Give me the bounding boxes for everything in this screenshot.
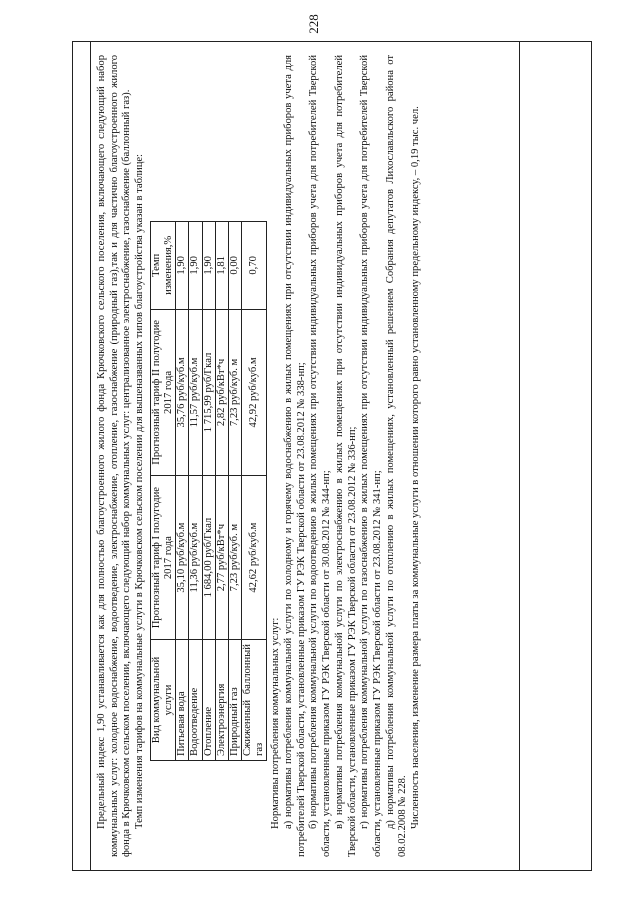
change-rate: 0,70	[242, 222, 267, 310]
rotated-document-content	[72, 41, 592, 871]
tariff-h2: 11,57 руб/куб.м	[189, 309, 202, 476]
service-name: Электроэнергия	[215, 640, 228, 761]
service-name: Сжиженный баллонный газ	[242, 640, 267, 761]
tariff-table	[150, 221, 268, 761]
tariff-h2: 1 715,99 руб/Гкал	[202, 309, 215, 476]
change-rate: 0,00	[228, 222, 241, 310]
service-name: Питьевая вода	[176, 640, 189, 761]
table-row	[228, 222, 241, 761]
page-number: 228	[306, 14, 321, 34]
service-name: Водоотведение	[189, 640, 202, 761]
change-rate: 1,90	[176, 222, 189, 310]
tariff-h2: 42,92 руб/куб.м	[242, 309, 267, 476]
norm-item-v: в) нормативы потребления коммунальной услуги по электроснабжению в жилых помещениях при отсутствии индивидуальных приборов учета для потребителей Тверской области, установленные приказом ГУ РЭК Тверской области от 23.08.2012 № 336-нп;	[333, 55, 358, 857]
tariff-h2: 7,23 руб/куб. м	[228, 309, 241, 476]
change-rate: 1,90	[202, 222, 215, 310]
table-row	[202, 222, 215, 761]
table-row	[242, 222, 267, 761]
population-text: Численность населения, изменение размера платы за коммунальные услуги в отношении которого равно установленному предельному индексу, – 0,19 тыс. чел.	[410, 106, 422, 829]
tariff-h2: 35,76 руб/куб.м	[176, 309, 189, 476]
tariff-h1: 11,36 руб/куб.м	[189, 476, 202, 640]
service-name: Отопление	[202, 640, 215, 761]
intro-paragraph: Предельный индекс 1,90 устанавливается как для полностью благоустроенного жилого фонда Крючковского сельского поселения, включающего следующий набор коммунальных услуг: холодное водоснабжение, водоотведение, электроснабжение, отопление, газоснабжение (природный газ),так и для частично благоустроенного жилого фонда в Крючковском сельском поселении, включающего следующий набор коммунальных услуг: централизованное электроснабжение, газоснабжение (баллонный газ).	[96, 55, 133, 857]
table-intro: Темп изменения тарифов на коммунальные услуги в Крючковском сельском поселении для вышеназванных типов благоустройства указан в таблице:	[134, 153, 146, 829]
norm-item-g: г) нормативы потребления коммунальной услуги по газоснабжению в жилых помещениях при отсутствии индивидуальных приборов учета для потребителей Тверской области, установленные приказом ГУ РЭК Тверской области от 23.08.2012 № 341-нп;	[359, 55, 383, 857]
norms-heading: Нормативы потребления коммунальных услуг:	[270, 617, 282, 829]
document-body	[96, 55, 518, 857]
tariff-h1: 1 684,00 руб/Гкал	[202, 476, 215, 640]
change-rate: 1,81	[215, 222, 228, 310]
tariff-h2: 2,82 руб/кВт*ч	[215, 309, 228, 476]
header-tariff-h1: Прогнозный тариф I полугодие 2017 года	[150, 476, 175, 640]
tariff-h1: 2,77 руб/кВт*ч	[215, 476, 228, 640]
tariff-h1: 7,23 руб/куб. м	[228, 476, 241, 640]
tariff-h1: 35,10 руб/куб.м	[176, 476, 189, 640]
change-rate: 1,90	[189, 222, 202, 310]
table-row	[215, 222, 228, 761]
table-row	[176, 222, 189, 761]
header-tariff-h2: Прогнозный тариф II полугодие 2017 года	[150, 309, 175, 476]
service-name: Природный газ	[228, 640, 241, 761]
table-header-row	[150, 222, 175, 761]
header-service: Вид коммунальной услуги	[150, 640, 175, 761]
header-rate: Темп изменения,%	[150, 222, 175, 310]
norm-item-d: д) нормативы потребления коммунальной услуги по отоплению в жилых помещениях, установленный решением Собрания депутатов Лихославльского района от 08.02.2008 № 228.	[384, 55, 409, 857]
tariff-h1: 42,62 руб/куб.м	[242, 476, 267, 640]
table-row	[189, 222, 202, 761]
bottom-divider	[519, 41, 520, 871]
norm-item-a: а) нормативы потребления коммунальной услуги по холодному и горячему водоснабжению в жилых помещениях при отсутствии индивидуальных приборов учета для потребителей Тверской области, установленные приказом ГУ РЭК Тверской области от 23.08.2012 № 338-нп;	[283, 55, 307, 857]
norm-item-b: б) нормативы потребления коммунальной услуги по водоотведению в жилых помещениях при отсутствии индивидуальных приборов учета для потребителей Тверской области, установленные приказом ГУ РЭК Тверской области от 30.08.2012 № 344-нп;	[308, 55, 333, 857]
top-divider	[90, 41, 91, 871]
